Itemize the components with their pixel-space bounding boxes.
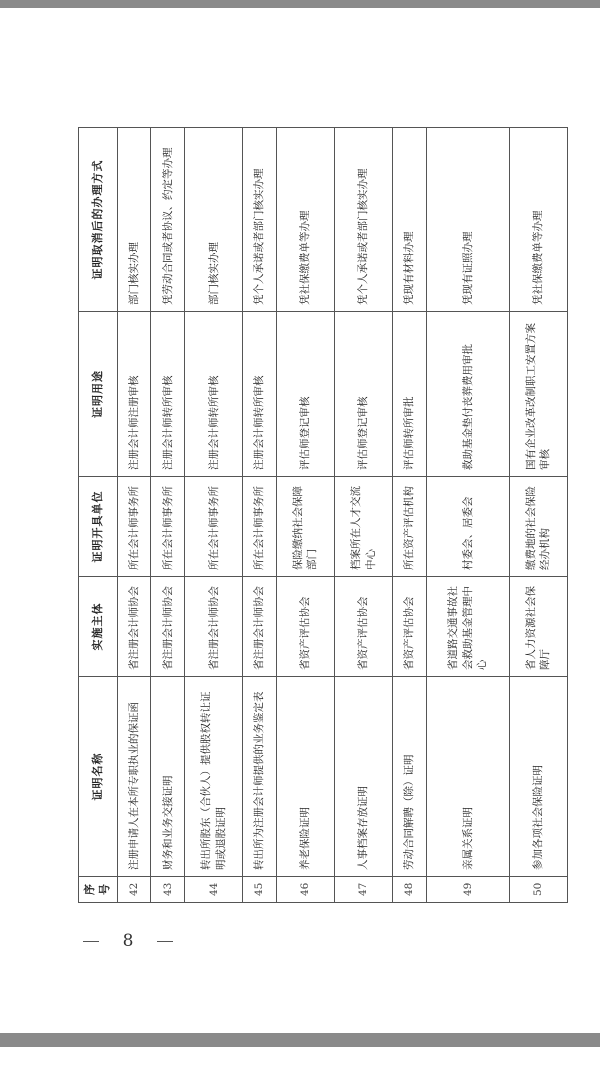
- cell-name: 财务和业务交接证明: [151, 677, 184, 877]
- cell-use: 评估师登记审核: [276, 312, 334, 477]
- cell-subject: 省注册会计师协会: [243, 577, 276, 677]
- page-number: [83, 931, 173, 951]
- cell-use: 注册会计师转所审核: [151, 312, 184, 477]
- header-name: 证明名称: [79, 677, 118, 877]
- cell-method: 凭个人承诺或者部门核实办理: [243, 128, 276, 312]
- table-row: [184, 128, 242, 903]
- cell-name: 转出所为注册会计师提供的业务鉴定表: [243, 677, 276, 877]
- page-dash-left: [83, 941, 99, 942]
- table-row: [426, 128, 509, 903]
- cell-method: 凭社保缴费单等办理: [276, 128, 334, 312]
- cell-issuer: 缴费地的社会保险经办机构: [509, 477, 567, 577]
- table-row: [243, 128, 276, 903]
- cell-issuer: 所在会计师事务所: [243, 477, 276, 577]
- table-row: [509, 128, 567, 903]
- cell-name: 养老保险证明: [276, 677, 334, 877]
- cell-subject: 省道路交通事故社会救助基金管理中心: [426, 577, 509, 677]
- cell-name: 亲属关系证明: [426, 677, 509, 877]
- table-row: [393, 128, 426, 903]
- cell-method: 凭劳动合同或者协议、约定等办理: [151, 128, 184, 312]
- cell-use: 国有企业改革改制职工安置方案审核: [509, 312, 567, 477]
- cell-use: 注册会计师注册审核: [118, 312, 151, 477]
- cell-method: 凭社保缴费单等办理: [509, 128, 567, 312]
- cell-issuer: 保险缴纳社会保障部门: [276, 477, 334, 577]
- certificate-table: [78, 127, 568, 903]
- cell-use: 救助基金垫付丧葬费用审批: [426, 312, 509, 477]
- cell-use: 评估师转所审批: [393, 312, 426, 477]
- cell-issuer: 所在会计师事务所: [118, 477, 151, 577]
- cell-method: 凭个人承诺或者部门核实办理: [334, 128, 392, 312]
- cell-issuer: 档案所在人才交流中心: [334, 477, 392, 577]
- header-issuer: 证明开具单位: [79, 477, 118, 577]
- cell-use: 评估师登记审核: [334, 312, 392, 477]
- cell-name: 转出所股东（合伙人）提供股权转让证明或退股证明: [184, 677, 242, 877]
- cell-seq: 44: [184, 877, 242, 903]
- header-seq: 序号: [79, 877, 118, 903]
- cell-seq: 42: [118, 877, 151, 903]
- cell-subject: 省注册会计师协会: [118, 577, 151, 677]
- cell-subject: 省资产评估协会: [393, 577, 426, 677]
- table-row: [276, 128, 334, 903]
- cell-seq: 43: [151, 877, 184, 903]
- page-dash-right: [157, 941, 173, 942]
- table-row: [118, 128, 151, 903]
- page-number-text: 8: [122, 931, 134, 951]
- bottom-gray-bar: [0, 1033, 600, 1047]
- cell-method: 凭现有证照办理: [426, 128, 509, 312]
- table-header-row: [79, 128, 118, 903]
- cell-use: 注册会计师转所审核: [184, 312, 242, 477]
- cell-use: 注册会计师转所审核: [243, 312, 276, 477]
- cell-issuer: 所在会计师事务所: [151, 477, 184, 577]
- table-row: [334, 128, 392, 903]
- cell-issuer: 村委会、居委会: [426, 477, 509, 577]
- cell-subject: 省资产评估协会: [276, 577, 334, 677]
- cell-subject: 省资产评估协会: [334, 577, 392, 677]
- cell-name: 注册申请人在本所专职执业的保证函: [118, 677, 151, 877]
- cell-subject: 省人力资源社会保障厅: [509, 577, 567, 677]
- cell-name: 人事档案存放证明: [334, 677, 392, 877]
- cell-name: 参加各项社会保险证明: [509, 677, 567, 877]
- table-row: [151, 128, 184, 903]
- cell-subject: 省注册会计师协会: [151, 577, 184, 677]
- header-subject: 实施主体: [79, 577, 118, 677]
- cell-name: 劳动合同解聘（除）证明: [393, 677, 426, 877]
- cell-seq: 45: [243, 877, 276, 903]
- cell-seq: 48: [393, 877, 426, 903]
- cell-method: 凭现有材料办理: [393, 128, 426, 312]
- cell-subject: 省注册会计师协会: [184, 577, 242, 677]
- rotated-page: [78, 128, 568, 903]
- top-gray-bar: [0, 0, 600, 8]
- cell-method: 部门核实办理: [118, 128, 151, 312]
- header-method: 证明取消后的办理方式: [79, 128, 118, 312]
- cell-seq: 47: [334, 877, 392, 903]
- cell-issuer: 所在资产评估机构: [393, 477, 426, 577]
- header-use: 证明用途: [79, 312, 118, 477]
- cell-seq: 46: [276, 877, 334, 903]
- cell-seq: 49: [426, 877, 509, 903]
- cell-method: 部门核实办理: [184, 128, 242, 312]
- cell-issuer: 所在会计师事务所: [184, 477, 242, 577]
- cell-seq: 50: [509, 877, 567, 903]
